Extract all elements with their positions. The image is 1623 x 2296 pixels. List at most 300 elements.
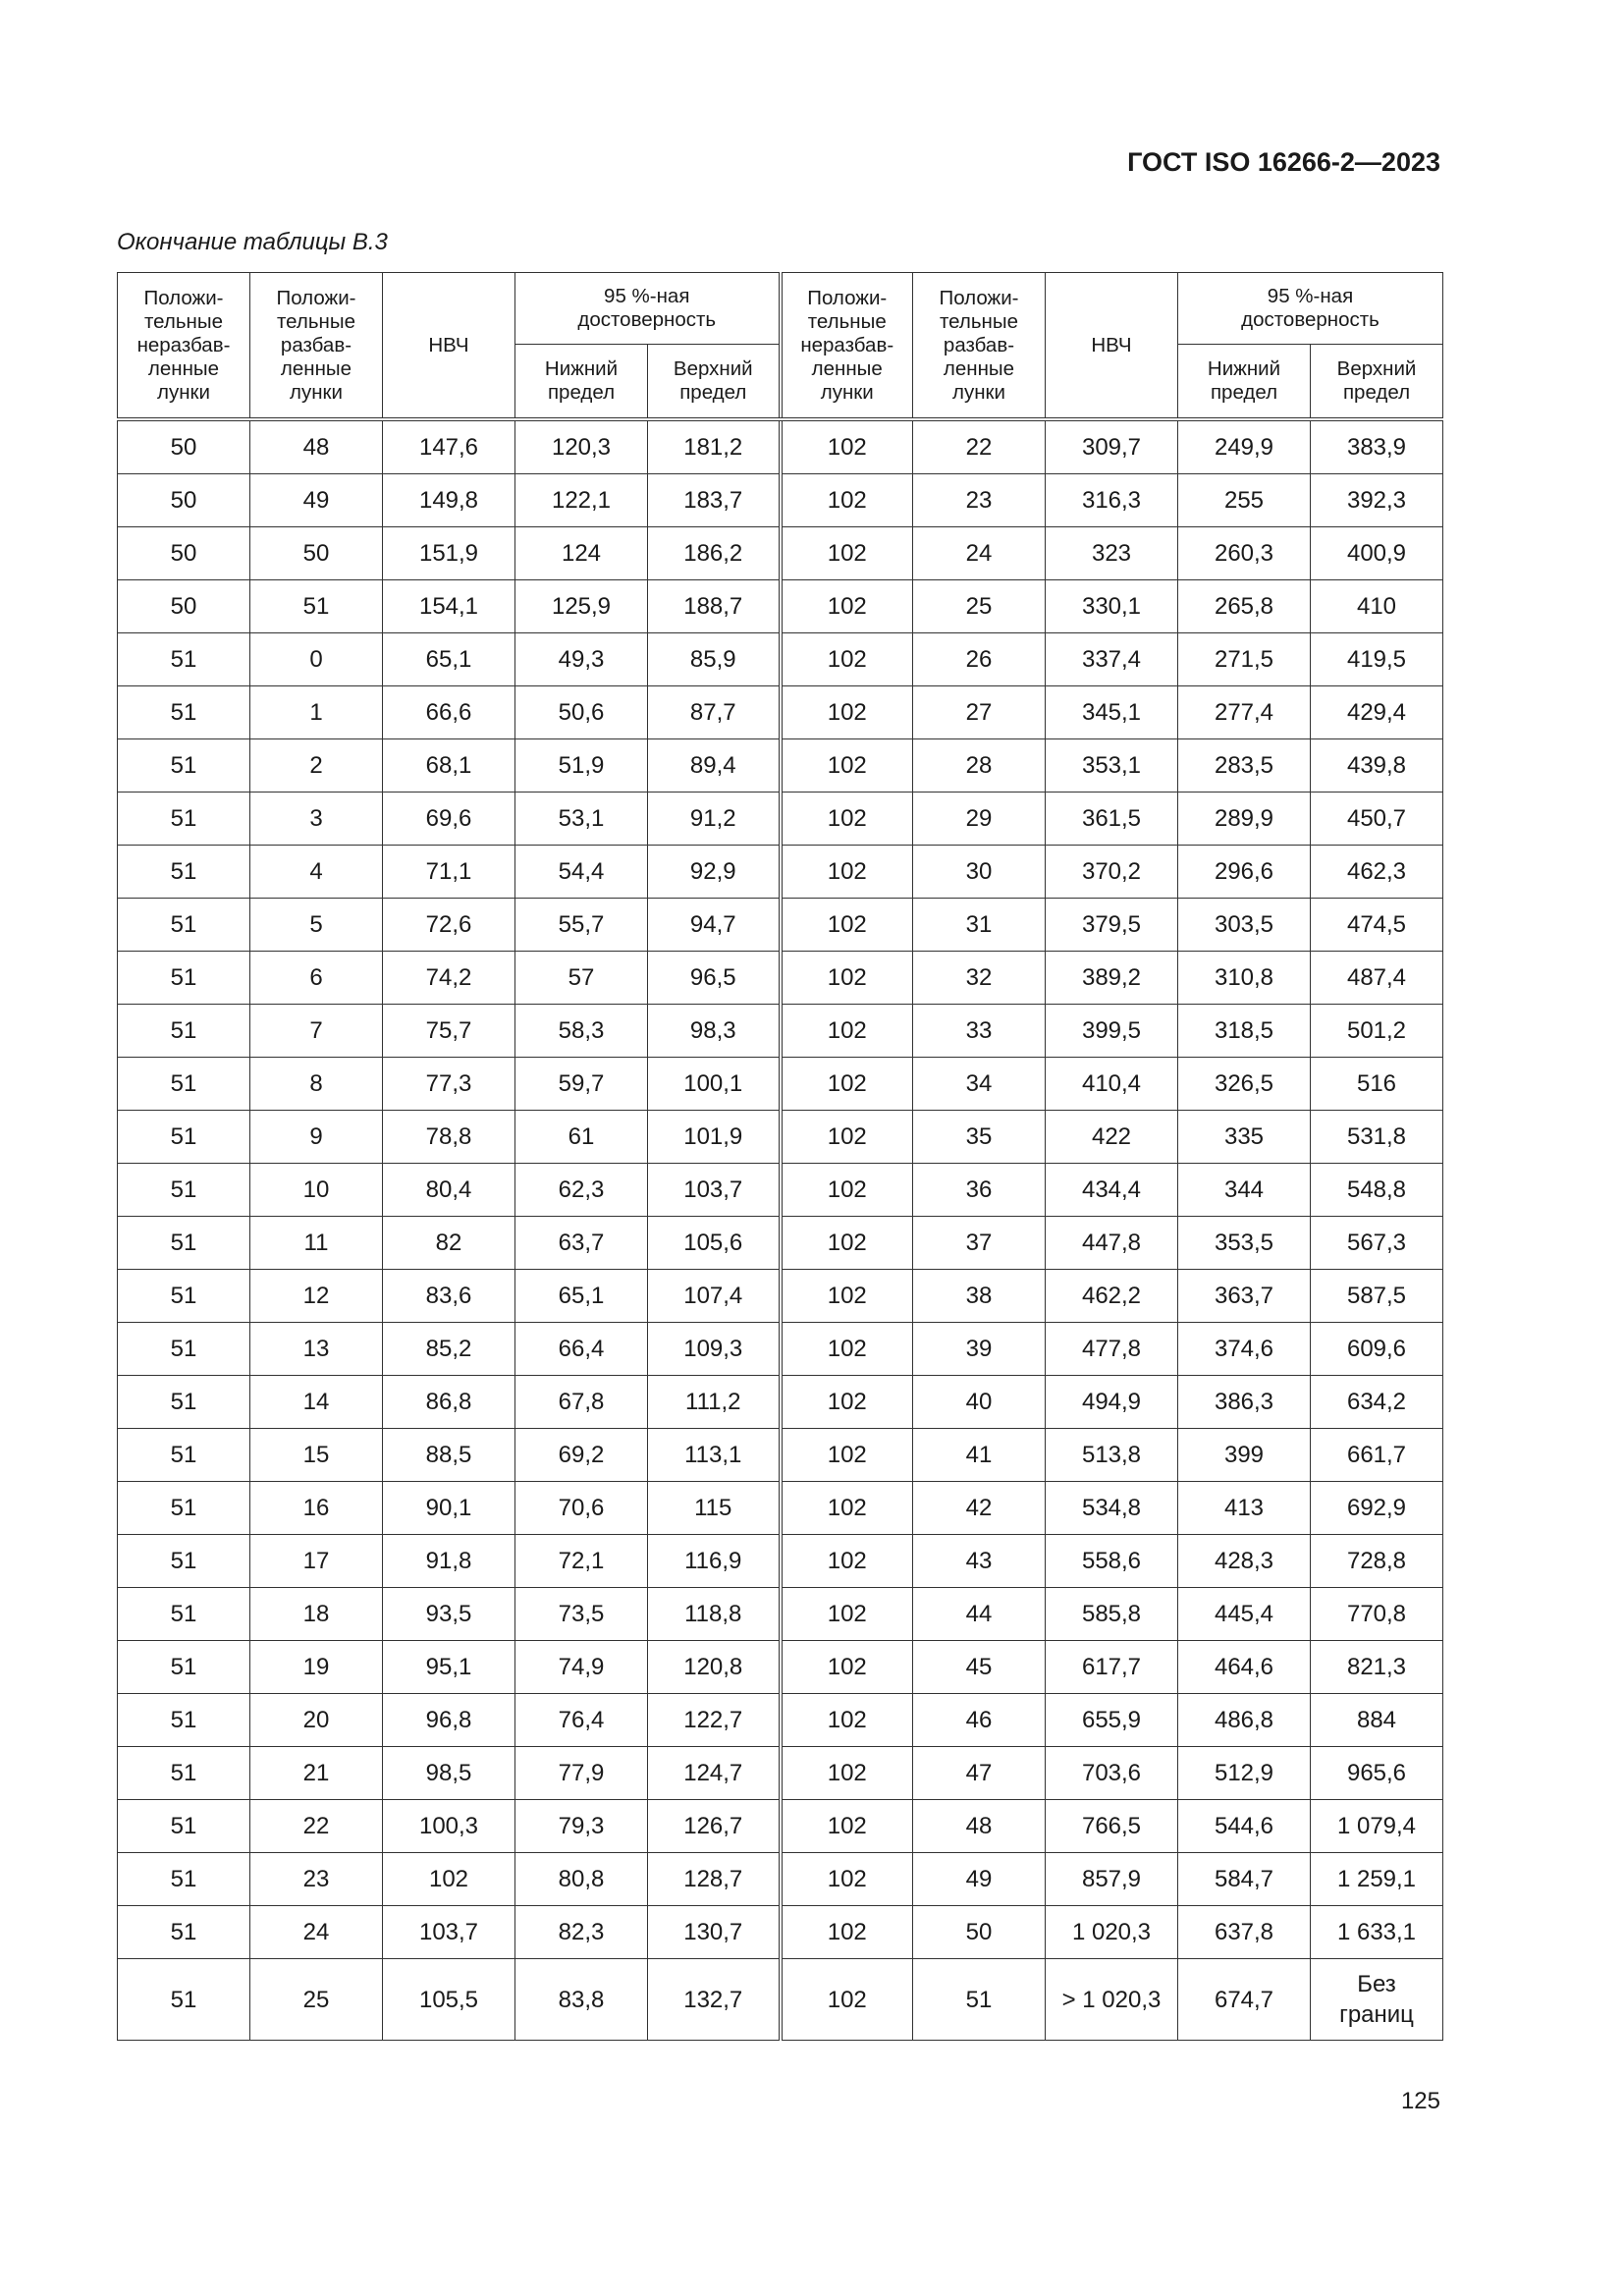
table-cell: 51 [118, 739, 250, 793]
table-cell: 80,8 [515, 1853, 648, 1906]
table-cell: 89,4 [648, 739, 781, 793]
table-cell: 374,6 [1178, 1323, 1311, 1376]
table-cell: 13 [250, 1323, 383, 1376]
header-positive-diluted: Положи- тельные разбав- ленные лунки [250, 273, 383, 420]
table-cell: 410 [1311, 580, 1443, 633]
table-cell: 105,5 [383, 1959, 515, 2041]
table-cell: 567,3 [1311, 1217, 1443, 1270]
table-cell: 361,5 [1046, 793, 1178, 846]
table-row [118, 419, 1443, 474]
table-cell: 35 [913, 1111, 1046, 1164]
table-cell: 66,4 [515, 1323, 648, 1376]
table-cell: 72,1 [515, 1535, 648, 1588]
table-cell: 61 [515, 1111, 648, 1164]
table-cell: 50 [118, 419, 250, 474]
header-positive-undiluted-2: Положи- тельные неразбав- ленные лунки [781, 273, 913, 420]
table-cell: 90,1 [383, 1482, 515, 1535]
document-code: ГОСТ ISO 16266-2—2023 [1127, 147, 1440, 177]
table-cell: 50 [250, 527, 383, 580]
page-number: 125 [1400, 2088, 1440, 2114]
table-cell: 18 [250, 1588, 383, 1641]
table-row [118, 952, 1443, 1005]
data-table [117, 272, 1443, 2041]
table-cell: 183,7 [648, 474, 781, 527]
table-cell: 8 [250, 1058, 383, 1111]
table-cell: 399 [1178, 1429, 1311, 1482]
table-cell: 25 [913, 580, 1046, 633]
table-row [118, 1270, 1443, 1323]
table-cell: 692,9 [1311, 1482, 1443, 1535]
table-cell: 26 [913, 633, 1046, 686]
table-cell: 51 [118, 1906, 250, 1959]
table-cell: 55,7 [515, 899, 648, 952]
table-cell: 309,7 [1046, 419, 1178, 474]
table-cell: 474,5 [1311, 899, 1443, 952]
table-row [118, 1588, 1443, 1641]
table-cell: 75,7 [383, 1005, 515, 1058]
table-cell: 54,4 [515, 846, 648, 899]
table-cell: 655,9 [1046, 1694, 1178, 1747]
table-cell: 30 [913, 846, 1046, 899]
table-cell: 181,2 [648, 419, 781, 474]
table-cell: 113,1 [648, 1429, 781, 1482]
table-cell: 126,7 [648, 1800, 781, 1853]
table-cell: 74,2 [383, 952, 515, 1005]
table-cell: 24 [913, 527, 1046, 580]
table-cell: 6 [250, 952, 383, 1005]
table-cell: 661,7 [1311, 1429, 1443, 1482]
header-mpn-2: НВЧ [1046, 273, 1178, 420]
table-cell: 27 [913, 686, 1046, 739]
table-cell: 389,2 [1046, 952, 1178, 1005]
table-cell: 609,6 [1311, 1323, 1443, 1376]
table-cell: 1 259,1 [1311, 1853, 1443, 1906]
table-cell: 584,7 [1178, 1853, 1311, 1906]
table-cell: 51 [118, 846, 250, 899]
table-cell: 7 [250, 1005, 383, 1058]
table-row [118, 1482, 1443, 1535]
table-cell: 22 [913, 419, 1046, 474]
table-cell: 102 [781, 1323, 913, 1376]
table-cell: 102 [781, 1111, 913, 1164]
table-cell: 32 [913, 952, 1046, 1005]
table-cell: 23 [250, 1853, 383, 1906]
table-cell: 51 [913, 1959, 1046, 2041]
table-cell: 49 [913, 1853, 1046, 1906]
table-cell: 101,9 [648, 1111, 781, 1164]
table-cell: 310,8 [1178, 952, 1311, 1005]
table-cell: 102 [781, 474, 913, 527]
table-cell: 399,5 [1046, 1005, 1178, 1058]
header-confidence-group-2: 95 %-ная достоверность [1178, 273, 1443, 345]
table-cell: 23 [913, 474, 1046, 527]
table-cell: 50,6 [515, 686, 648, 739]
table-cell: 82 [383, 1217, 515, 1270]
table-cell: 86,8 [383, 1376, 515, 1429]
table-cell: 51,9 [515, 739, 648, 793]
table-cell: 102 [781, 633, 913, 686]
table-cell: 277,4 [1178, 686, 1311, 739]
table-cell: 50 [118, 580, 250, 633]
table-cell: 16 [250, 1482, 383, 1535]
table-cell: 587,5 [1311, 1270, 1443, 1323]
table-cell: 15 [250, 1429, 383, 1482]
table-cell: 91,8 [383, 1535, 515, 1588]
table-cell: 3 [250, 793, 383, 846]
table-cell: 512,9 [1178, 1747, 1311, 1800]
table-cell: 34 [913, 1058, 1046, 1111]
table-cell: 109,3 [648, 1323, 781, 1376]
table-cell: 265,8 [1178, 580, 1311, 633]
table-row [118, 899, 1443, 952]
table-cell: 102 [781, 686, 913, 739]
header-lower-limit-2: Нижний предел [1178, 345, 1311, 420]
table-cell: 51 [118, 1747, 250, 1800]
table-row [118, 1747, 1443, 1800]
table-cell: 462,3 [1311, 846, 1443, 899]
table-cell: 73,5 [515, 1588, 648, 1641]
table-cell: 70,6 [515, 1482, 648, 1535]
table-cell: 516 [1311, 1058, 1443, 1111]
table-cell: 102 [781, 1005, 913, 1058]
header-positive-diluted-2: Положи- тельные разбав- ленные лунки [913, 273, 1046, 420]
table-cell: 51 [118, 1800, 250, 1853]
table-cell: 147,6 [383, 419, 515, 474]
table-cell: 59,7 [515, 1058, 648, 1111]
table-cell: 66,6 [383, 686, 515, 739]
table-cell: 462,2 [1046, 1270, 1178, 1323]
table-cell: 51 [118, 899, 250, 952]
table-cell: 25 [250, 1959, 383, 2041]
table-cell: 44 [913, 1588, 1046, 1641]
table-row [118, 1429, 1443, 1482]
table-row [118, 686, 1443, 739]
table-cell: 102 [781, 739, 913, 793]
table-cell: 85,2 [383, 1323, 515, 1376]
table-cell: 96,5 [648, 952, 781, 1005]
table-cell: 102 [781, 1482, 913, 1535]
table-cell: 92,9 [648, 846, 781, 899]
table-cell: 1 633,1 [1311, 1906, 1443, 1959]
table-cell: 674,7 [1178, 1959, 1311, 2041]
table-cell: 5 [250, 899, 383, 952]
table-cell: 50 [118, 527, 250, 580]
table-cell: 353,1 [1046, 739, 1178, 793]
table-row [118, 633, 1443, 686]
table-cell: 857,9 [1046, 1853, 1178, 1906]
table-cell: 98,5 [383, 1747, 515, 1800]
table-cell: 94,7 [648, 899, 781, 952]
table-cell: 42 [913, 1482, 1046, 1535]
table-cell: 51 [118, 1959, 250, 2041]
table-cell: 51 [118, 1429, 250, 1482]
table-cell: 102 [781, 527, 913, 580]
table-cell: 283,5 [1178, 739, 1311, 793]
table-cell: 439,8 [1311, 739, 1443, 793]
table-cell: 326,5 [1178, 1058, 1311, 1111]
table-cell: 323 [1046, 527, 1178, 580]
table-cell: 67,8 [515, 1376, 648, 1429]
table-cell: 102 [781, 952, 913, 1005]
table-cell: 51 [118, 952, 250, 1005]
table-cell: 115 [648, 1482, 781, 1535]
table-cell: 102 [781, 1058, 913, 1111]
table-cell: 0 [250, 633, 383, 686]
table-cell: 410,4 [1046, 1058, 1178, 1111]
table-cell: 51 [118, 686, 250, 739]
table-cell: 98,3 [648, 1005, 781, 1058]
table-cell: 51 [118, 633, 250, 686]
table-cell: 65,1 [515, 1270, 648, 1323]
table-cell: 93,5 [383, 1588, 515, 1641]
table-cell: 58,3 [515, 1005, 648, 1058]
table-cell: 77,3 [383, 1058, 515, 1111]
table-cell: 51 [118, 1641, 250, 1694]
table-cell: 51 [118, 1005, 250, 1058]
table-cell: 330,1 [1046, 580, 1178, 633]
table-cell: 1 020,3 [1046, 1906, 1178, 1959]
table-cell: 43 [913, 1535, 1046, 1588]
table-cell: 51 [118, 1482, 250, 1535]
table-cell: 318,5 [1178, 1005, 1311, 1058]
table-cell: 74,9 [515, 1641, 648, 1694]
table-cell: 102 [781, 1853, 913, 1906]
table-cell: 544,6 [1178, 1800, 1311, 1853]
table-cell: 345,1 [1046, 686, 1178, 739]
table-cell: 82,3 [515, 1906, 648, 1959]
table-cell: 429,4 [1311, 686, 1443, 739]
table-cell: 102 [781, 1535, 913, 1588]
table-cell: 124,7 [648, 1747, 781, 1800]
table-cell: 102 [781, 1906, 913, 1959]
table-cell: 69,6 [383, 793, 515, 846]
table-cell: 534,8 [1046, 1482, 1178, 1535]
table-row [118, 1959, 1443, 2041]
table-cell: 151,9 [383, 527, 515, 580]
table-cell: 558,6 [1046, 1535, 1178, 1588]
table-cell: 51 [118, 1535, 250, 1588]
table-cell: 51 [118, 1164, 250, 1217]
table-cell: 102 [781, 793, 913, 846]
table-cell: 19 [250, 1641, 383, 1694]
table-cell: 770,8 [1311, 1588, 1443, 1641]
header-upper-limit: Верхний предел [648, 345, 781, 420]
table-cell: 102 [781, 1959, 913, 2041]
table-cell: 102 [781, 1429, 913, 1482]
table-cell: 38 [913, 1270, 1046, 1323]
table-row [118, 1641, 1443, 1694]
table-cell: 531,8 [1311, 1111, 1443, 1164]
table-cell: 271,5 [1178, 633, 1311, 686]
table-cell: 51 [118, 1217, 250, 1270]
table-cell: 120,8 [648, 1641, 781, 1694]
table-cell: 57 [515, 952, 648, 1005]
table-cell: 413 [1178, 1482, 1311, 1535]
table-cell: 102 [781, 1747, 913, 1800]
table-cell: 821,3 [1311, 1641, 1443, 1694]
table-cell: 102 [781, 1694, 913, 1747]
table-cell: 83,8 [515, 1959, 648, 2041]
table-cell: 120,3 [515, 419, 648, 474]
table-cell: 36 [913, 1164, 1046, 1217]
table-row [118, 474, 1443, 527]
table-cell: 83,6 [383, 1270, 515, 1323]
table-cell: 51 [118, 1111, 250, 1164]
table-cell: 634,2 [1311, 1376, 1443, 1429]
table-cell: 477,8 [1046, 1323, 1178, 1376]
table-cell: 965,6 [1311, 1747, 1443, 1800]
table-cell: 102 [781, 899, 913, 952]
table-cell: 316,3 [1046, 474, 1178, 527]
table-cell: 51 [250, 580, 383, 633]
table-row [118, 1005, 1443, 1058]
table-cell: 494,9 [1046, 1376, 1178, 1429]
table-cell: 21 [250, 1747, 383, 1800]
table-cell: 50 [913, 1906, 1046, 1959]
table-cell: 51 [118, 793, 250, 846]
table-row [118, 739, 1443, 793]
table-cell: 28 [913, 739, 1046, 793]
table-cell: 45 [913, 1641, 1046, 1694]
table-cell: 53,1 [515, 793, 648, 846]
table-cell: 47 [913, 1747, 1046, 1800]
table-row [118, 1535, 1443, 1588]
table-cell: 400,9 [1311, 527, 1443, 580]
table-cell: 128,7 [648, 1853, 781, 1906]
table-row [118, 1853, 1443, 1906]
table-cell: 87,7 [648, 686, 781, 739]
table-cell: 4 [250, 846, 383, 899]
table-cell: 2 [250, 739, 383, 793]
table-row [118, 1800, 1443, 1853]
table-cell: 96,8 [383, 1694, 515, 1747]
table-cell: 102 [781, 1588, 913, 1641]
table-cell: 428,3 [1178, 1535, 1311, 1588]
table-cell: 79,3 [515, 1800, 648, 1853]
table-cell: Без границ [1311, 1959, 1443, 2041]
table-cell: 80,4 [383, 1164, 515, 1217]
table-cell: 303,5 [1178, 899, 1311, 952]
table-cell: 130,7 [648, 1906, 781, 1959]
table-cell: 48 [913, 1800, 1046, 1853]
table-cell: 39 [913, 1323, 1046, 1376]
table-cell: 486,8 [1178, 1694, 1311, 1747]
table-cell: 102 [781, 1800, 913, 1853]
table-cell: 124 [515, 527, 648, 580]
header-positive-undiluted: Положи- тельные неразбав- ленные лунки [118, 273, 250, 420]
table-cell: 617,7 [1046, 1641, 1178, 1694]
table-cell: 464,6 [1178, 1641, 1311, 1694]
table-cell: 51 [118, 1588, 250, 1641]
table-cell: 40 [913, 1376, 1046, 1429]
table-cell: 72,6 [383, 899, 515, 952]
table-cell: 51 [118, 1376, 250, 1429]
table-cell: 51 [118, 1270, 250, 1323]
table-row [118, 1164, 1443, 1217]
table-row [118, 846, 1443, 899]
table-cell: 91,2 [648, 793, 781, 846]
table-cell: 10 [250, 1164, 383, 1217]
table-cell: 102 [781, 1270, 913, 1323]
header-mpn: НВЧ [383, 273, 515, 420]
table-cell: 49 [250, 474, 383, 527]
table-row [118, 1906, 1443, 1959]
table-cell: 884 [1311, 1694, 1443, 1747]
table-cell: 78,8 [383, 1111, 515, 1164]
table-cell: 22 [250, 1800, 383, 1853]
table-cell: 48 [250, 419, 383, 474]
table-cell: 105,6 [648, 1217, 781, 1270]
table-cell: 335 [1178, 1111, 1311, 1164]
table-row [118, 1376, 1443, 1429]
table-cell: 363,7 [1178, 1270, 1311, 1323]
table-row [118, 1217, 1443, 1270]
table-cell: 766,5 [1046, 1800, 1178, 1853]
table-cell: 447,8 [1046, 1217, 1178, 1270]
table-cell: 383,9 [1311, 419, 1443, 474]
table-cell: 370,2 [1046, 846, 1178, 899]
table-cell: 33 [913, 1005, 1046, 1058]
table-cell: 41 [913, 1429, 1046, 1482]
table-cell: 68,1 [383, 739, 515, 793]
table-cell: 353,5 [1178, 1217, 1311, 1270]
table-cell: 51 [118, 1058, 250, 1111]
table-cell: 501,2 [1311, 1005, 1443, 1058]
table-cell: 12 [250, 1270, 383, 1323]
table-cell: 487,4 [1311, 952, 1443, 1005]
table-cell: 260,3 [1178, 527, 1311, 580]
table-cell: 88,5 [383, 1429, 515, 1482]
table-cell: 17 [250, 1535, 383, 1588]
table-cell: 186,2 [648, 527, 781, 580]
table-row [118, 527, 1443, 580]
table-cell: 20 [250, 1694, 383, 1747]
table-cell: 29 [913, 793, 1046, 846]
table-cell: 102 [781, 1164, 913, 1217]
table-cell: 69,2 [515, 1429, 648, 1482]
table-cell: > 1 020,3 [1046, 1959, 1178, 2041]
table-cell: 71,1 [383, 846, 515, 899]
table-cell: 51 [118, 1694, 250, 1747]
table-row [118, 1694, 1443, 1747]
table-cell: 422 [1046, 1111, 1178, 1164]
table-cell: 548,8 [1311, 1164, 1443, 1217]
table-cell: 103,7 [383, 1906, 515, 1959]
table-cell: 703,6 [1046, 1747, 1178, 1800]
table-cell: 46 [913, 1694, 1046, 1747]
table-cell: 125,9 [515, 580, 648, 633]
table-cell: 102 [781, 1217, 913, 1270]
table-cell: 116,9 [648, 1535, 781, 1588]
table-cell: 14 [250, 1376, 383, 1429]
table-cell: 77,9 [515, 1747, 648, 1800]
table-cell: 50 [118, 474, 250, 527]
table-cell: 337,4 [1046, 633, 1178, 686]
table-cell: 344 [1178, 1164, 1311, 1217]
header-upper-limit-2: Верхний предел [1311, 345, 1443, 420]
table-cell: 386,3 [1178, 1376, 1311, 1429]
table-cell: 289,9 [1178, 793, 1311, 846]
table-cell: 585,8 [1046, 1588, 1178, 1641]
table-cell: 1 [250, 686, 383, 739]
table-row [118, 1323, 1443, 1376]
header-confidence-group: 95 %-ная достоверность [515, 273, 781, 345]
table-row [118, 1111, 1443, 1164]
table-cell: 63,7 [515, 1217, 648, 1270]
table-cell: 9 [250, 1111, 383, 1164]
table-cell: 95,1 [383, 1641, 515, 1694]
table-cell: 107,4 [648, 1270, 781, 1323]
